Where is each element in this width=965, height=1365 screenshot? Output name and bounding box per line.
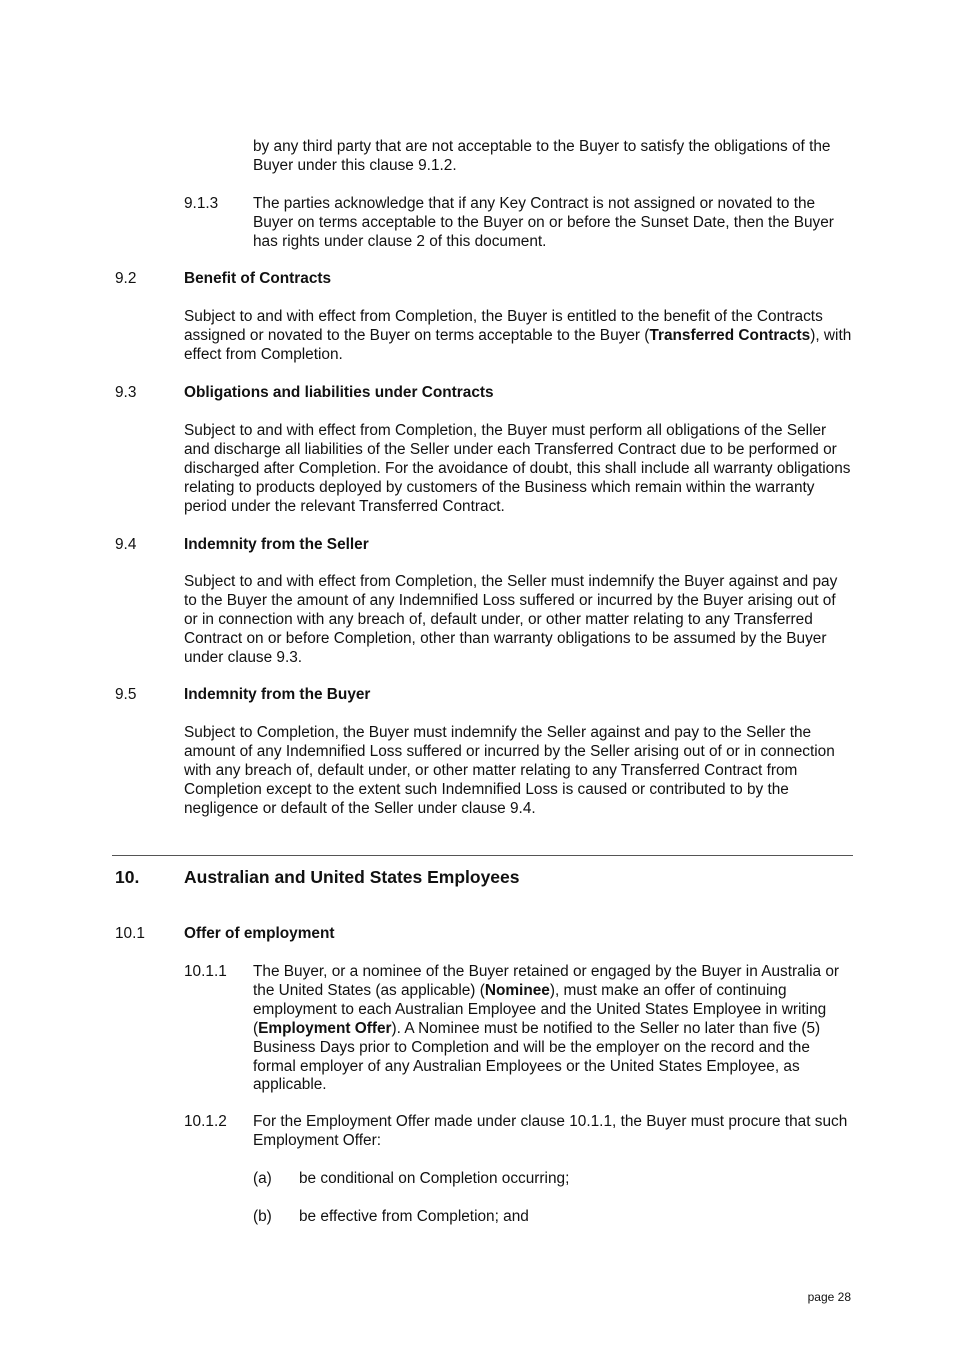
clause-9-3-number: 9.3 bbox=[115, 384, 137, 401]
section-10-number: 10. bbox=[115, 867, 140, 887]
clause-10-1-2-text: For the Employment Offer made under clause 10.1.1, the Buyer must procure that such Employment Offer: bbox=[253, 1113, 848, 1149]
clause-9-2-number: 9.2 bbox=[115, 270, 137, 287]
list-item-label: (a) bbox=[253, 1170, 272, 1187]
clause-9-2-heading: Benefit of Contracts bbox=[184, 270, 332, 287]
clause-10-1-1-number: 10.1.1 bbox=[184, 963, 227, 980]
list-item-text: be effective from Completion; and bbox=[299, 1208, 529, 1225]
clause-9-3-text: Subject to and with effect from Completion, the Buyer must perform all obligations of the Seller and discharge all liabilities of the Seller under each Transferred Contract due to be performed or discharged after Completion. For the avoidance of doubt, this shall include all warranty obligations relating to products deployed by customers of the Business which remain within the warranty period under the relevant Transferred Contract. bbox=[184, 422, 851, 515]
page-number: page 28 bbox=[807, 1290, 851, 1304]
clause-9-1-3-number: 9.1.3 bbox=[184, 195, 219, 212]
clause-9-2-text: Subject to and with effect from Completion, the Buyer is entitled to the benefit of the Contracts assigned or novated to the Buyer on terms acceptable to the Buyer (Transferred Contracts), with effect from Completion. bbox=[184, 308, 852, 363]
clause-9-4-number: 9.4 bbox=[115, 536, 137, 553]
clause-9-4-text: Subject to and with effect from Completion, the Seller must indemnify the Buyer against and pay to the Buyer the amount of any Indemnified Loss suffered or incurred by the Buyer arising out of or in connection with any breach of, default under, or other matter relating to any Transferred Contract on or before Completion, other than warranty obligations to be assumed by the Buyer under clause 9.3. bbox=[184, 573, 838, 666]
clause-10-1-1-text: The Buyer, or a nominee of the Buyer retained or engaged by the Buyer in Australia or the United States (as applicable) (Nominee), must make an offer of continuing employment to each Australian Employee and the United States Employee in writing (Employment Offer). A Nominee must be notified to the Seller no later than five (5) Business Days prior to Completion and will be the employer on the record and the formal employer of any Australian Employees or the United States Employee, as applicable. bbox=[253, 963, 840, 1094]
defined-term-employment-offer: Employment Offer bbox=[258, 1019, 392, 1037]
clause-9-4-heading: Indemnity from the Seller bbox=[184, 536, 369, 553]
clause-9-5-heading: Indemnity from the Buyer bbox=[184, 686, 371, 703]
list-item-label: (b) bbox=[253, 1208, 272, 1225]
clause-9-5-text: Subject to Completion, the Buyer must indemnify the Seller against and pay to the Seller the amount of any Indemnified Loss suffered or incurred by the Seller arising out of or in connection with any breach of, default under, or other matter relating to any Transferred Contract from Completion except to the extent such Indemnified Loss is caused or contributed to by the negligence or default of the Seller under clause 9.4. bbox=[184, 724, 835, 817]
clause-9-1-3-text: The parties acknowledge that if any Key Contract is not assigned or novated to the Buyer on terms acceptable to the Buyer on or before the Sunset Date, then the Buyer has rights under clause 2 of this document. bbox=[253, 195, 834, 250]
section-divider bbox=[112, 855, 853, 856]
clause-9-3-heading: Obligations and liabilities under Contracts bbox=[184, 384, 494, 401]
clause-9-1-2-continuation: by any third party that are not acceptable to the Buyer to satisfy the obligations of the Buyer under this clause 9.1.2. bbox=[253, 138, 831, 174]
clause-10-1-2-number: 10.1.2 bbox=[184, 1113, 227, 1130]
defined-term-nominee: Nominee bbox=[484, 981, 550, 999]
clause-10-1-number: 10.1 bbox=[115, 925, 145, 942]
defined-term-transferred-contracts: Transferred Contracts bbox=[649, 326, 811, 344]
section-10-title: Australian and United States Employees bbox=[184, 867, 520, 887]
clause-9-5-number: 9.5 bbox=[115, 686, 137, 703]
list-item-text: be conditional on Completion occurring; bbox=[299, 1170, 570, 1187]
clause-10-1-heading: Offer of employment bbox=[184, 925, 335, 942]
